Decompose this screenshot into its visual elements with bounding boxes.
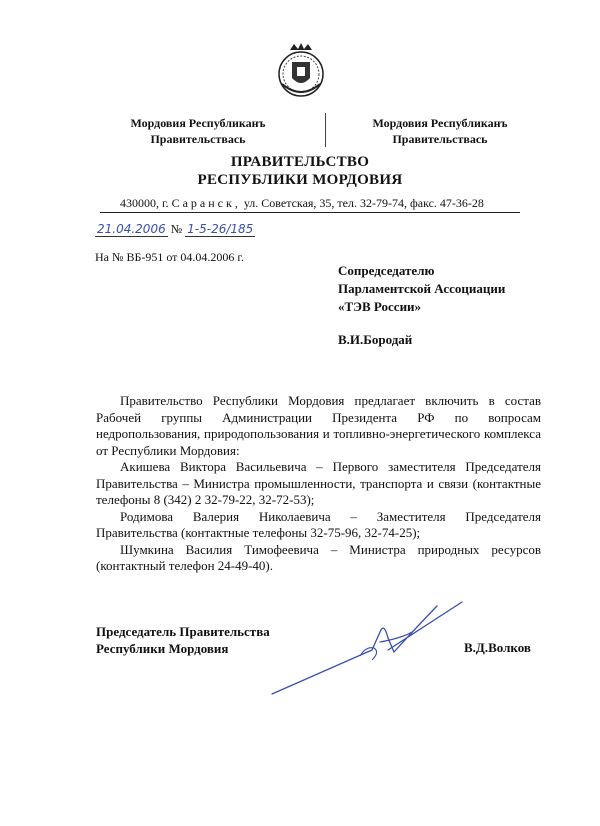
title-line1: ПРАВИТЕЛЬСТВО	[230, 154, 370, 170]
letter-body	[96, 393, 541, 575]
signatory-name: В.Д.Волков	[464, 640, 531, 655]
body-paragraph: Правительство Республики Мордовия предлагает включить в состав Рабочей группы Администрации Президента РФ по вопросам недропользования, природопользования и топливно-энергетического комплекса от Республики Мордовия:	[96, 393, 541, 458]
addressee-name: В.И.Бородай	[338, 332, 413, 347]
body-paragraph: Акишева Виктора Васильевича – Первого заместителя Председателя Правительства – Министра промышленности, транспорта и связи (контактные телефоны 8 (342) 2 32-79-22, 32-72-53);	[96, 459, 541, 507]
header-rule	[100, 212, 520, 213]
coat-of-arms-icon	[276, 40, 326, 102]
addressee-line2: Парламентской Ассоциации	[338, 281, 506, 296]
number-sign: №	[170, 222, 183, 236]
body-paragraph: Родимова Валерия Николаевича – Заместителя Председателя Правительства (контактные телефоны 32-75-96, 32-74-25);	[96, 508, 541, 540]
header-right-line1: Мордовия Республиканъ	[372, 116, 508, 130]
handwritten-signature	[262, 592, 472, 702]
addressee-line1: Сопредседателю	[338, 263, 435, 278]
header-divider	[325, 113, 326, 147]
address-zip: 430000, г.	[120, 196, 169, 210]
reference-line: На № ВБ-951 от 04.04.2006 г.	[95, 250, 244, 264]
signatory-title	[96, 623, 270, 657]
body-paragraph: Шумкина Василия Тимофеевича – Министра природных ресурсов (контактный телефон 24-49-40).	[96, 541, 541, 573]
document-number: 1-5-26/185	[187, 222, 254, 236]
title-line2: РЕСПУБЛИКИ МОРДОВИЯ	[197, 172, 403, 188]
header-left-line1: Мордовия Республиканъ	[130, 116, 266, 130]
header-left-block	[118, 115, 278, 147]
address-city: Саранск,	[171, 196, 241, 210]
signatory-title-line1: Председатель Правительства	[96, 624, 270, 639]
header-right-line2: Правительствась	[392, 132, 488, 146]
address-rest: ул. Советская, 35, тел. 32-79-74, факс. 47-36-28	[243, 196, 484, 210]
header-right-block	[350, 115, 530, 147]
government-title	[150, 153, 450, 189]
signatory-title-line2: Республики Мордовия	[96, 641, 229, 656]
header-left-line2: Правительствась	[150, 132, 246, 146]
addressee-block	[338, 262, 578, 316]
document-date: 21.04.2006	[97, 222, 166, 236]
addressee-line3: «ТЭВ России»	[338, 299, 422, 314]
address-line	[120, 196, 540, 211]
document-date-number	[95, 222, 255, 237]
